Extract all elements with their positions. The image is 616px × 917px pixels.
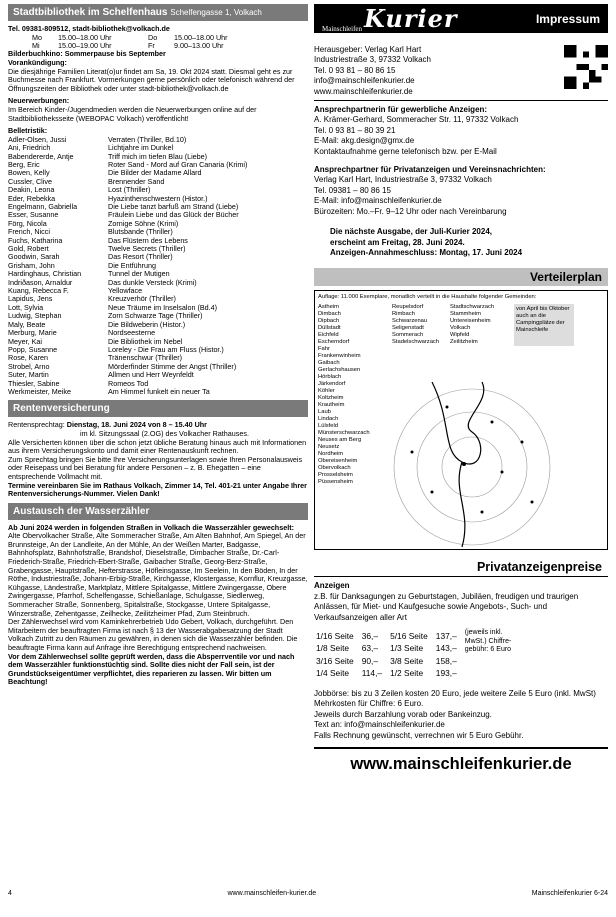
book-row: Indriðason, Arnaldur Das dunkle Versteck (Krimi) xyxy=(8,277,197,287)
library-hours: Mo 15.00–18.00 Uhr Do 15.00–18.00 Uhr Mi 15.00–19.00 Uhr Fr 9.00–13.00 Uhr xyxy=(32,32,228,50)
impressum-label: Impressum xyxy=(535,11,600,26)
town-item: Prosselsheim xyxy=(318,472,353,479)
camping-note: von April bis Oktober auch an die Campingplätze der Mainschleife xyxy=(514,304,574,346)
town-item: Volkach xyxy=(450,325,471,332)
preview-heading: Vorankündigung: xyxy=(8,58,67,67)
town-item: Sommerach xyxy=(392,332,424,339)
book-row: Goodwin, Sarah Das Resort (Thriller) xyxy=(8,252,173,262)
book-row: Suter, Martin Allmen und Herr Weynfeldt xyxy=(8,370,194,380)
price-table xyxy=(314,629,465,681)
book-row: Strobel, Arno Mörderfinder Stimme der Angst (Thriller) xyxy=(8,361,237,371)
library-header: Stadtbibliothek im Schelfenhaus Schelfengasse 1, Volkach xyxy=(8,4,308,21)
right-column xyxy=(314,4,608,774)
priv-heading: Ansprechpartner für Privatanzeigen und Vereinsnachrichten: xyxy=(314,165,546,175)
town-item: Düllstadt xyxy=(318,325,341,332)
price-row: 3/16 Seite 90,– 3/8 Seite 158,– xyxy=(316,655,457,666)
town-item: Stammheim xyxy=(450,311,481,318)
town-item: Gaibach xyxy=(318,360,340,367)
biz-block: A. Krämer-Gerhard, Sommeracher Str. 11, 97332 Volkach Tel. 0 93 81 – 80 39 21 E-Mail: akg.design@gmx.de Kontaktaufnahme gerne telefonisch bzw. per E-Mail xyxy=(314,115,519,156)
water-info: Der Zählerwechsel wird vom Kaminkehrerbetrieb Udo Gebert, Volkach, durchgeführt. Den Mitarbeitern der beauftragten Firma ist nach § 13 der Wasserabgabesatzung der Stadt Volkach Zutritt zu den Räumen zu gewähren, in denen sich die Wasserzähler befinden. Die beauftragte Firma kann auf Anfrage ihre Berechtigung entsprechend nachweisen. xyxy=(8,617,298,652)
book-row: Adler-Olsen, Jussi Verraten (Thriller, Bd.10) xyxy=(8,134,187,144)
book-row: Gold, Robert Twelve Secrets (Thriller) xyxy=(8,244,186,254)
book-row: Meyer, Kai Die Bibliothek im Nebel xyxy=(8,336,183,346)
qr-code-icon xyxy=(564,45,608,89)
pension-text-1: Alle Versicherten können über die schon jetzt übliche Beratung hinaus auch mit Informationen aus ihrem Versicherungskonto und damit einer Rentenauskunft rechnen. xyxy=(8,437,307,456)
new-text: Im Bereich Kinder-/Jugendmedien werden die Neuerwerbungen online auf der Stadtbibliotheksseite (WEBOPAC Volkach) veröffentlicht! xyxy=(8,104,257,123)
town-item: Gerlachshausen xyxy=(318,367,361,374)
book-row: Werkmeister, Meike Am Himmel funkelt ein neuer Ta xyxy=(8,386,210,396)
logo-kurier: Kurier xyxy=(364,4,458,33)
book-row: Eder, Rebekka Hyazinthenschwestern (Histor.) xyxy=(8,193,208,203)
next-issue: Die nächste Ausgabe, der Juli-Kurier 2024, erscheint am Freitag, 28. Juni 2024. Anzeigen-Annahmeschluss: Montag, 17. Juni 2024 xyxy=(330,227,523,257)
page-number: 4 xyxy=(8,890,12,897)
prices-header: Privatanzeigenpreise xyxy=(314,558,608,577)
town-item: Zeilitzheim xyxy=(450,339,478,346)
town-item: Schwarzenau xyxy=(392,318,428,325)
book-row: Merburg, Marie Nordseesterne xyxy=(8,328,156,338)
book-row: Berg, Eric Roter Sand - Mord auf Gran Canaria (Krimi) xyxy=(8,159,248,169)
town-item: Järkendorf xyxy=(318,381,346,388)
left-column xyxy=(8,4,308,687)
book-list xyxy=(8,136,308,397)
town-item: Obereisenheim xyxy=(318,458,358,465)
footer-issue: Mainschleifenkurier 6-24 xyxy=(531,890,608,897)
book-row: Cussler, Clive Brennender Sand xyxy=(8,176,165,186)
pension-place: im kl. Sitzungssaal (2.OG) des Volkacher Rathauses. xyxy=(80,428,249,438)
footer xyxy=(8,890,608,897)
book-row: Fuchs, Katharina Das Flüstern des Lebens xyxy=(8,235,188,245)
website-url[interactable]: www.mainschleifenkurier.de xyxy=(314,747,608,774)
town-item: Rimbach xyxy=(392,311,415,318)
town-item: Hörblach xyxy=(318,374,342,381)
town-item: Astheim xyxy=(318,304,339,311)
book-row: Kuang, Rebecca F. Yellowface xyxy=(8,286,143,296)
town-item: Eichfeld xyxy=(318,332,339,339)
book-row: Lapidus, Jens Kreuzverhör (Thriller) xyxy=(8,294,176,304)
book-row: Babendererde, Antje Triff mich im tiefen Blau (Liebe) xyxy=(8,151,208,161)
town-item: Neusetz xyxy=(318,444,340,451)
pension-text-2: Zum Sprechtag bringen Sie bitte Ihre Versicherungsunterlagen sowie Ihren Personalausweis oder Reisepass und bei Beratung für andere Personen – z. B. Ehegatten – eine entsprechende Vollmacht mit. xyxy=(8,454,303,481)
job-note: Jobbörse: bis zu 3 Zeilen kosten 20 Euro, jede weitere Zeile 5 Euro (inkl. MwSt) Mehrkosten für Chiffre: 6 Euro. xyxy=(314,688,596,709)
water-warning: Vor dem Zählerwechsel sollte geprüft werden, dass die Absperrventile vor und nach dem Wasserzähler funktionstüchtig sind. Sollte dies nicht der Fall sein, ist der Grundstückseigentümer verpflichtet, dies reparieren zu lassen. Wir bitten um Beachtung! xyxy=(8,651,295,687)
book-row: Grisham, John Die Entführung xyxy=(8,260,156,270)
distribution-note: Auflage: 11.000 Exemplare, monatlich verteilt in die Haushalte folgender Gemeinden: xyxy=(318,294,537,301)
water-lead: Ab Juni 2024 werden in folgenden Straßen in Volkach die Wasserzähler gewechselt: xyxy=(8,522,294,532)
town-item: Stadtschwarzach xyxy=(450,304,495,311)
town-item: Münsterschwarzach xyxy=(318,430,370,437)
town-item: Reupelsdorf xyxy=(392,304,424,311)
mail-note: Text an: info@mainschleifenkurier.de xyxy=(314,720,445,730)
book-row: Popp, Susanne Loreley - Die Frau am Fluss (Histor.) xyxy=(8,344,224,354)
book-row: Lott, Sylvia Neue Träume im Inselsalon (Bd.4) xyxy=(8,302,218,312)
book-row: Ani, Friedrich Lichtjahre im Dunkel xyxy=(8,143,174,153)
distribution-header: Verteilerplan xyxy=(314,268,608,286)
town-item: Krautheim xyxy=(318,402,345,409)
book-row: French, Nicci Blutsbande (Thriller) xyxy=(8,227,173,237)
prices-intro: z.B. für Danksagungen zu Geburtstagen, Jubiläen, freudigen und traurigen Anlässen, für Miet- und Kaufgesuche sowie Angebots-, Such- und Verkaufsanzeigen aller Art xyxy=(314,591,579,622)
book-row: Hardinghaus, Christian Tunnel der Mutigen xyxy=(8,269,170,279)
publisher-block: Herausgeber: Verlag Karl Hart Industriestraße 3, 97332 Volkach Tel. 0 93 81 – 80 86 15 info@mainschleifenkurier.de www.mainschleifenkurier.de xyxy=(314,45,608,97)
book-row: Förg, Nicola Zornige Söhne (Krimi) xyxy=(8,218,179,228)
town-item: Laub xyxy=(318,409,331,416)
book-row: Rose, Karen Tränenschwur (Thriller) xyxy=(8,353,183,363)
cash-note: Jeweils durch Barzahlung vorab oder Bankeinzug. xyxy=(314,709,492,719)
town-item: Dipbach xyxy=(318,318,340,325)
book-row: Ludwig, Stephan Zorn Schwarze Tage (Thriller) xyxy=(8,311,203,321)
library-contact: Tel. 09381-809512, stadt-bibliothek@volkach.de xyxy=(8,24,170,33)
price-row: 1/4 Seite 114,– 1/2 Seite 193,– xyxy=(316,668,457,679)
water-streets: Alte Obervolkacher Straße, Alte Sommeracher Straße, Am Alten Bahnhof, Am Spiegel, An der Brunnsteige, An der Landleite, An der Mühle, An der Weißen Marter, Badgasse, Bahnhofsplatz, Bahnhofstraße, Brandshof, Dieselstraße, Dimbacher Straße, Dr.-Carl-Friederich-Straße, Friedrich-Ebert-Straße, Gaibacher Straße, Georg-Berz-Straße, Grabengasse, Hauptstraße, Hefterstrasse, Höfleinsgasse, Im Seelein, In den Böden, In der Röthe, Industriestraße, Johann-Erbig-Straße, Kirchgasse, Klostergasse, Kornflur, Kreuzgasse, Kühgasse, Ländestraße, Marktplatz, Mittlere Spitalgasse, Mittlere Zwingergasse, Obere Zwingergasse, Pfarrhof, Schelfengasse, Schießanlage, Schulgasse, Siedlerweg, Sommeracher Straße, Sonnenberg, Spitalstraße, Stockgasse, Untere Spitalgasse, Winzerstraße, Zehentgasse, Zeilhecke, Zeilitzheimer Pfad, Zum Steinbruch. xyxy=(8,531,308,618)
invoice-note: Falls Rechnung gewünscht, verrechnen wir 5 Euro Gebühr. xyxy=(314,730,524,740)
book-row: Engelmann, Gabriella Die Liebe tanzt barfuß am Strand (Liebe) xyxy=(8,202,239,211)
book-row: Esser, Susanne Fräulein Liebe und das Glück der Bücher xyxy=(8,210,239,220)
book-row: Maly, Beate Die Bildweberin (Histor.) xyxy=(8,319,186,329)
book-row: Bowen, Kelly Die Bilder der Madame Allard xyxy=(8,168,202,178)
book-row: Deakin, Leona Lost (Thriller) xyxy=(8,185,151,195)
town-item: Köhler xyxy=(318,388,335,395)
price-table-wrap xyxy=(314,629,608,681)
town-item: Neuses am Berg xyxy=(318,437,362,444)
summer-note: Bilderbuchkino: Sommerpause bis September xyxy=(8,49,166,59)
town-item: Obervolkach xyxy=(318,465,351,472)
town-item: Lülsfeld xyxy=(318,423,338,430)
town-item: Püssensheim xyxy=(318,479,353,486)
price-row: 1/8 Seite 63,– 1/3 Seite 143,– xyxy=(316,643,457,654)
logo-small: Mainschleifen xyxy=(322,25,363,33)
town-item: Lindach xyxy=(318,416,339,423)
biz-heading: Ansprechpartnerin für gewerbliche Anzeigen: xyxy=(314,105,488,115)
town-item: Nordheim xyxy=(318,451,344,458)
price-row: 1/16 Seite 36,– 5/16 Seite 137,– xyxy=(316,630,457,641)
prices-heading: Anzeigen xyxy=(314,581,350,591)
book-row: Thiesler, Sabine Romeos Tod xyxy=(8,378,149,388)
vat-note: (jeweils inkl. MwSt.) Chiffre-gebühr: 6 Euro xyxy=(464,628,512,654)
town-item: Seligenstadt xyxy=(392,325,424,332)
fiction-heading: Belletristik: xyxy=(8,126,48,136)
town-item: Stadelschwarzach xyxy=(392,339,440,346)
town-item: Dimbach xyxy=(318,311,341,318)
town-item: Koltzheim xyxy=(318,395,344,402)
town-item: Escherndorf xyxy=(318,339,350,346)
masthead xyxy=(314,4,608,33)
town-item: Wipfeld xyxy=(450,332,470,339)
new-heading: Neuerwerbungen: xyxy=(8,96,70,106)
footer-url[interactable]: www.mainschleifen-kurier.de xyxy=(227,890,317,897)
pension-header: Rentenversicherung xyxy=(8,400,308,417)
preview-text: Die diesjährige Familien Literat(o)ur findet am Sa, 19. Okt 2024 statt. Diesmal geht es zur Buchmesse nach Frankfurt. Vormerkungen gerne persönlich oder telefonisch während der Öffnungszeiten der Bibliothek oder unter stadt-bibliothek@volkach.de xyxy=(8,66,295,93)
town-item: Frankenwinheim xyxy=(318,353,361,360)
distribution-map xyxy=(392,362,592,552)
pension-text-3: Termine vereinbaren Sie im Rathaus Volkach, Zimmer 14, Tel. 401-21 unter Angabe Ihrer Rentenversicherungs-Nummer. Vielen Dank! xyxy=(8,480,307,499)
town-item: Untereisenheim xyxy=(450,318,491,325)
pension-date: Rentensprechtag: Dienstag, 18. Juni 2024 von 8 – 15.40 Uhr xyxy=(8,420,207,430)
priv-block: Verlag Karl Hart, Industriestraße 3, 97332 Volkach Tel. 09381 – 80 86 15 E-Mail: info@mainschleifenkurier.de Bürozeiten: Mo.–Fr. 9–12 Uhr oder nach Vereinbarung xyxy=(314,175,507,216)
distribution-box xyxy=(314,290,608,550)
town-item: Fahr xyxy=(318,346,330,353)
water-header: Austausch der Wasserzähler xyxy=(8,503,308,520)
